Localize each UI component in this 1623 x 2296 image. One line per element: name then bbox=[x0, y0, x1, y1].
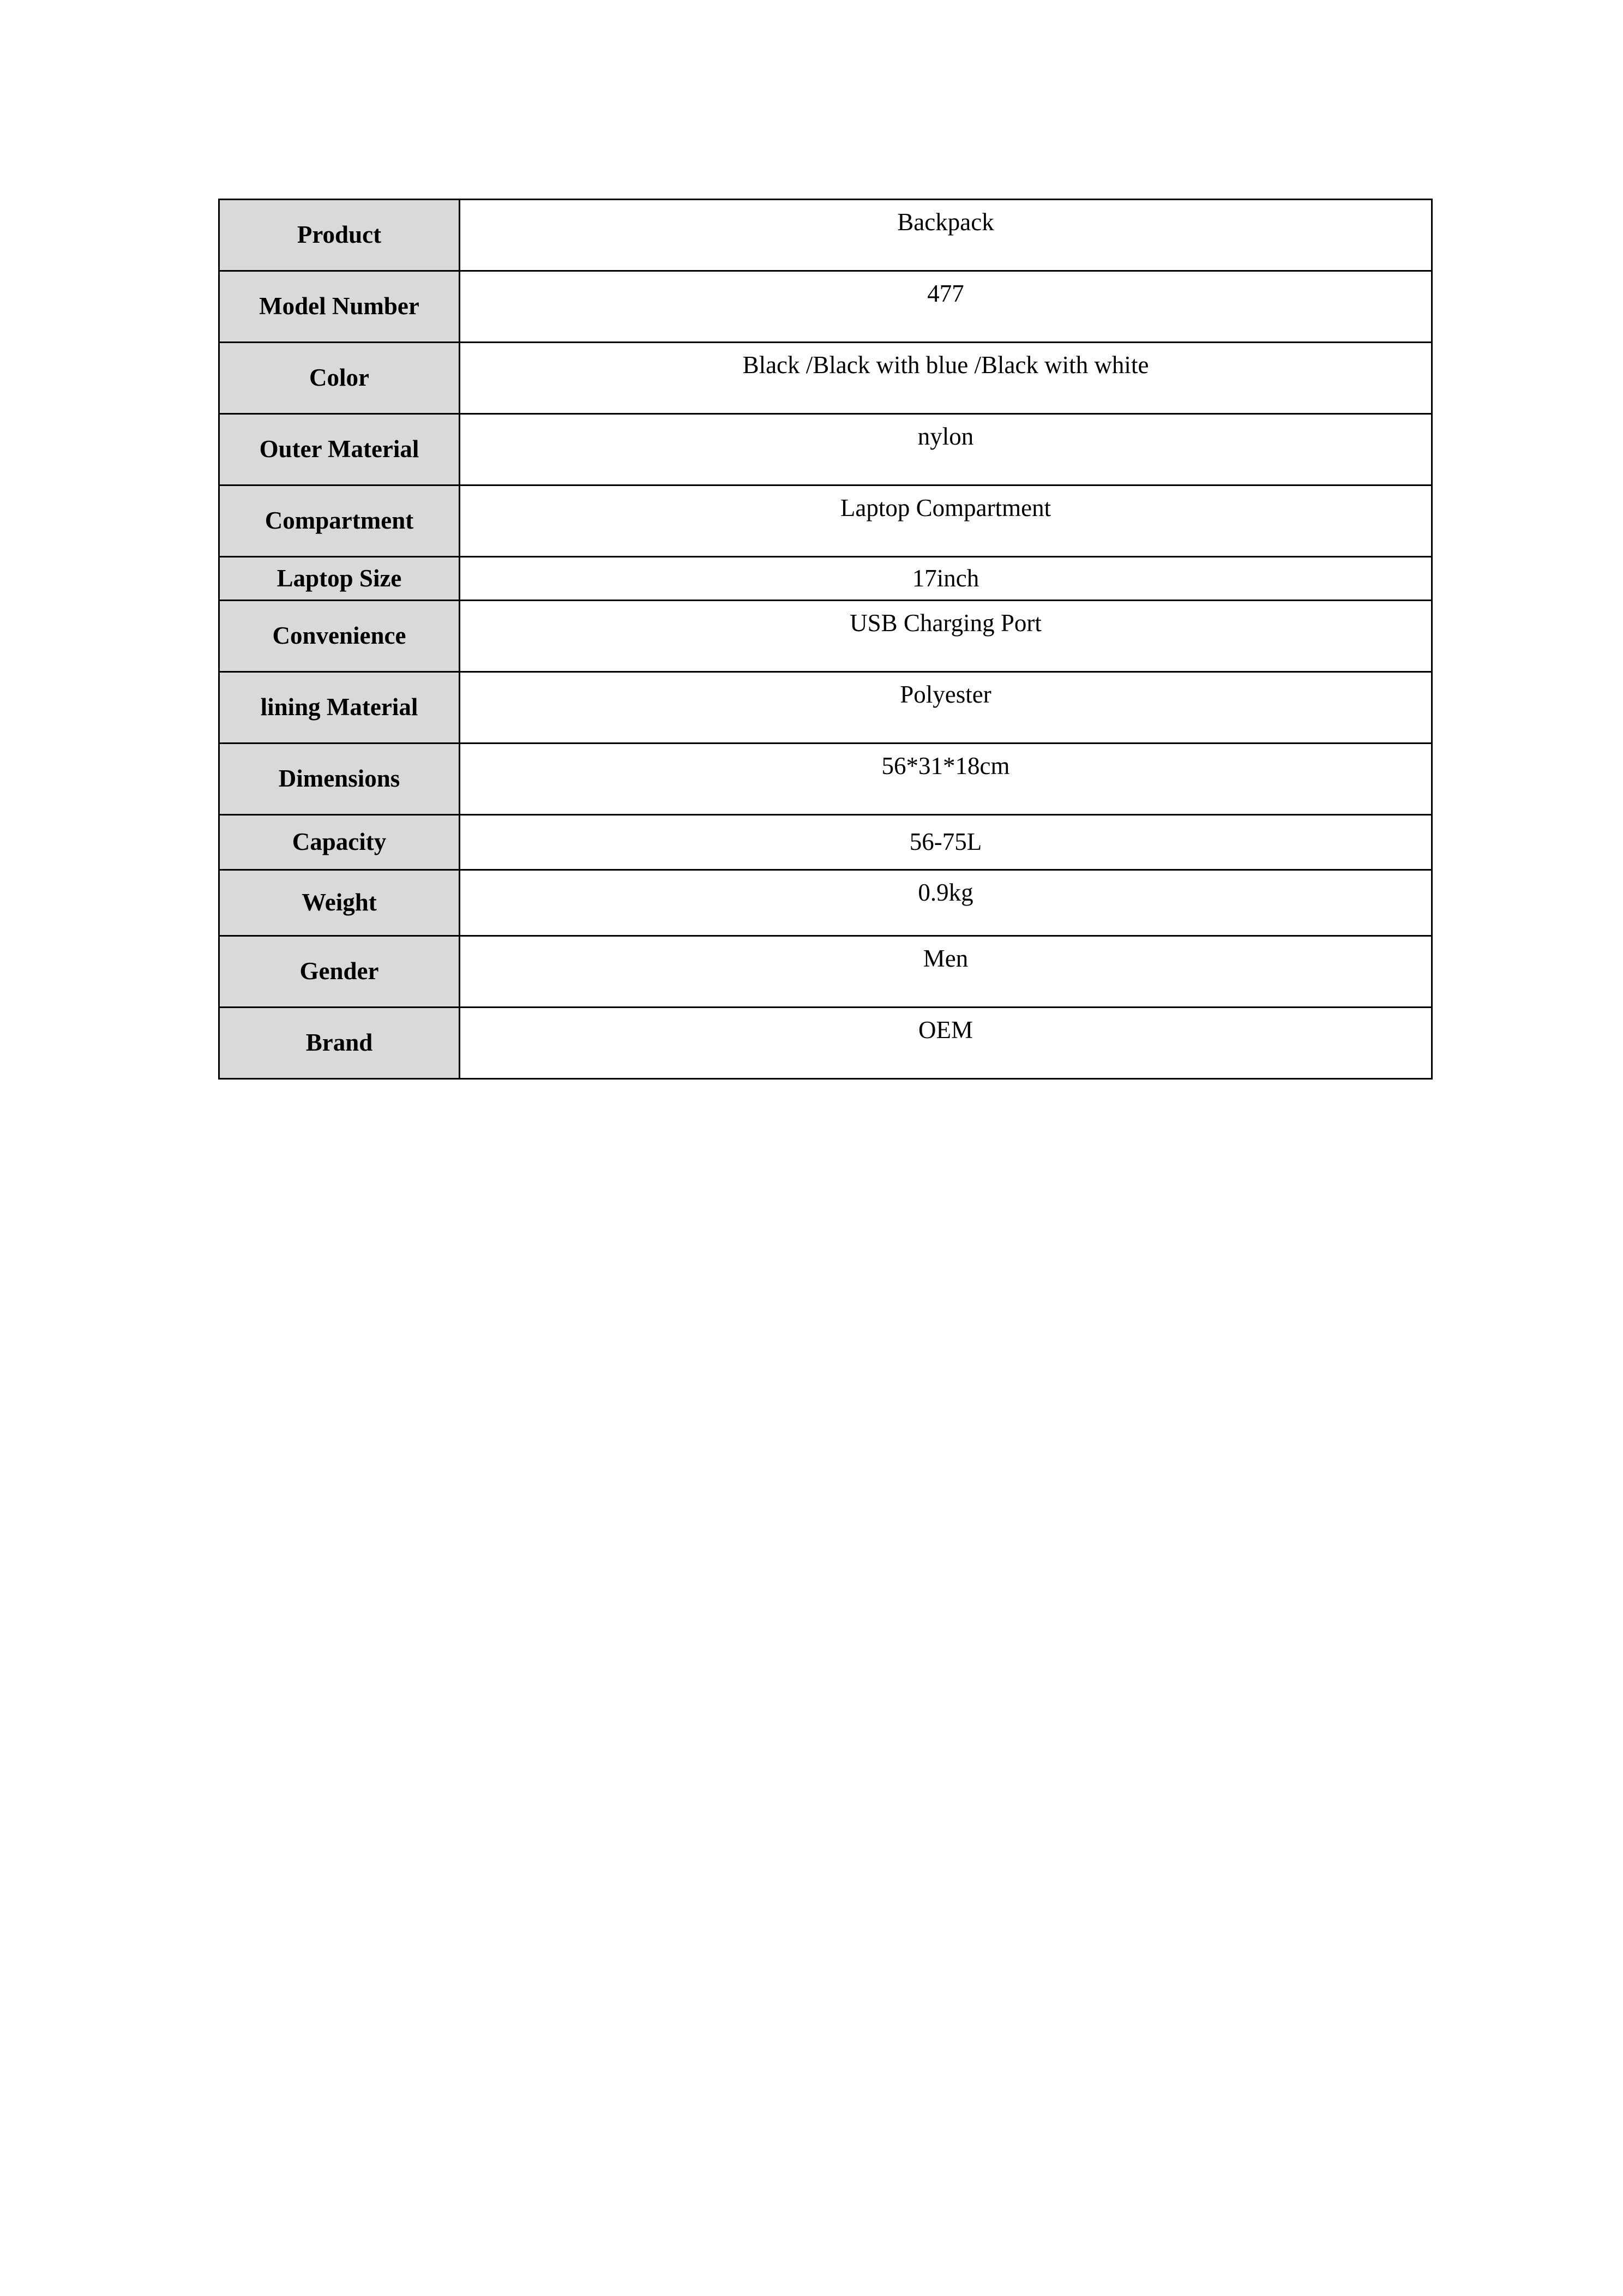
table-row bbox=[219, 936, 1432, 1008]
spec-value: Black /Black with blue /Black with white bbox=[460, 343, 1432, 414]
table-row bbox=[219, 557, 1432, 601]
spec-value: 56-75L bbox=[460, 815, 1432, 870]
spec-label: Gender bbox=[219, 936, 460, 1008]
spec-value: Polyester bbox=[460, 672, 1432, 744]
table-row bbox=[219, 601, 1432, 672]
product-spec-table bbox=[218, 199, 1433, 1080]
spec-label: lining Material bbox=[219, 672, 460, 744]
spec-label: Weight bbox=[219, 870, 460, 936]
spec-value: 56*31*18cm bbox=[460, 744, 1432, 815]
spec-label: Model Number bbox=[219, 271, 460, 343]
table-row bbox=[219, 414, 1432, 485]
table-row bbox=[219, 485, 1432, 557]
spec-label: Convenience bbox=[219, 601, 460, 672]
spec-label: Color bbox=[219, 343, 460, 414]
spec-value: Men bbox=[460, 936, 1432, 1008]
table-row bbox=[219, 672, 1432, 744]
spec-value: OEM bbox=[460, 1008, 1432, 1079]
table-row bbox=[219, 271, 1432, 343]
spec-label: Brand bbox=[219, 1008, 460, 1079]
table-row bbox=[219, 200, 1432, 271]
table-row bbox=[219, 744, 1432, 815]
spec-label: Outer Material bbox=[219, 414, 460, 485]
spec-value: nylon bbox=[460, 414, 1432, 485]
table-row bbox=[219, 1008, 1432, 1079]
spec-value: 0.9kg bbox=[460, 870, 1432, 936]
spec-label: Product bbox=[219, 200, 460, 271]
spec-label: Compartment bbox=[219, 485, 460, 557]
spec-label: Dimensions bbox=[219, 744, 460, 815]
table-row bbox=[219, 815, 1432, 870]
table-row bbox=[219, 870, 1432, 936]
spec-value: Laptop Compartment bbox=[460, 485, 1432, 557]
table-row bbox=[219, 343, 1432, 414]
spec-value: USB Charging Port bbox=[460, 601, 1432, 672]
spec-label: Laptop Size bbox=[219, 557, 460, 601]
spec-label: Capacity bbox=[219, 815, 460, 870]
spec-value: 477 bbox=[460, 271, 1432, 343]
spec-value: 17inch bbox=[460, 557, 1432, 601]
spec-value: Backpack bbox=[460, 200, 1432, 271]
